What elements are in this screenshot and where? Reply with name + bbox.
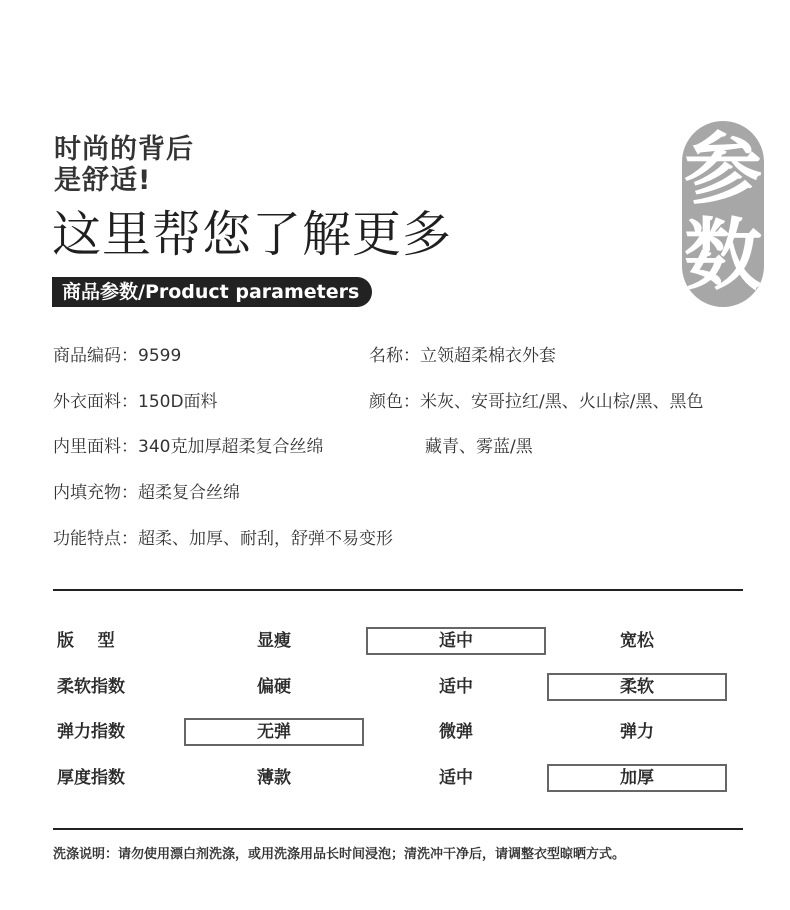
- spec-filling: 内填充物：超柔复合丝绵: [53, 483, 240, 503]
- grid-option: 适中: [439, 677, 473, 697]
- tagline-line-1: 时尚的背后: [54, 134, 194, 165]
- grid-row-label: 版 型: [57, 631, 115, 651]
- spec-lining: 内里面料：340克加厚超柔复合丝绵: [53, 437, 324, 457]
- spec-outer-fabric: 外衣面料：150D面料: [53, 392, 218, 412]
- divider-bottom: [53, 828, 743, 830]
- params-badge: [682, 121, 764, 307]
- grid-option: 宽松: [620, 631, 654, 651]
- grid-option: 适中: [439, 768, 473, 788]
- spec-color-continued: 藏青、雾蓝/黑: [425, 437, 533, 457]
- divider-top: [53, 589, 743, 591]
- grid-option: 弹力: [620, 722, 654, 742]
- badge-char-1: 参: [683, 125, 762, 215]
- grid-option: 显瘦: [257, 631, 291, 651]
- tagline-line-2: 是舒适!: [54, 165, 152, 196]
- grid-option-selected: 柔软: [620, 677, 654, 697]
- grid-option-selected: 加厚: [620, 768, 654, 788]
- spec-name: 名称：立领超柔棉衣外套: [369, 346, 556, 366]
- grid-option-selected: 适中: [439, 631, 473, 651]
- spec-code: 商品编码：9599: [53, 346, 182, 366]
- spec-features: 功能特点：超柔、加厚、耐刮，舒弹不易变形: [53, 529, 393, 549]
- grid-option: 微弹: [439, 722, 473, 742]
- tagline: [54, 134, 194, 196]
- grid-option: 薄款: [257, 768, 291, 788]
- spec-color: 颜色：米灰、安哥拉红/黑、火山棕/黑、黑色: [369, 392, 704, 412]
- badge-char-2: 数: [683, 211, 762, 301]
- section-title-pill: 商品参数/Product parameters: [52, 277, 372, 307]
- care-instructions: 洗涤说明：请勿使用漂白剂洗涤，或用洗涤用品长时间浸泡；清洗冲干净后，请调整衣型晾晒方式。: [53, 847, 626, 862]
- grid-option: 偏硬: [257, 677, 291, 697]
- grid-row-label: 弹力指数: [57, 722, 125, 742]
- grid-row-label: 柔软指数: [57, 677, 125, 697]
- headline: 这里帮您了解更多: [52, 206, 453, 263]
- grid-row-label: 厚度指数: [57, 768, 125, 788]
- grid-option-selected: 无弹: [257, 722, 291, 742]
